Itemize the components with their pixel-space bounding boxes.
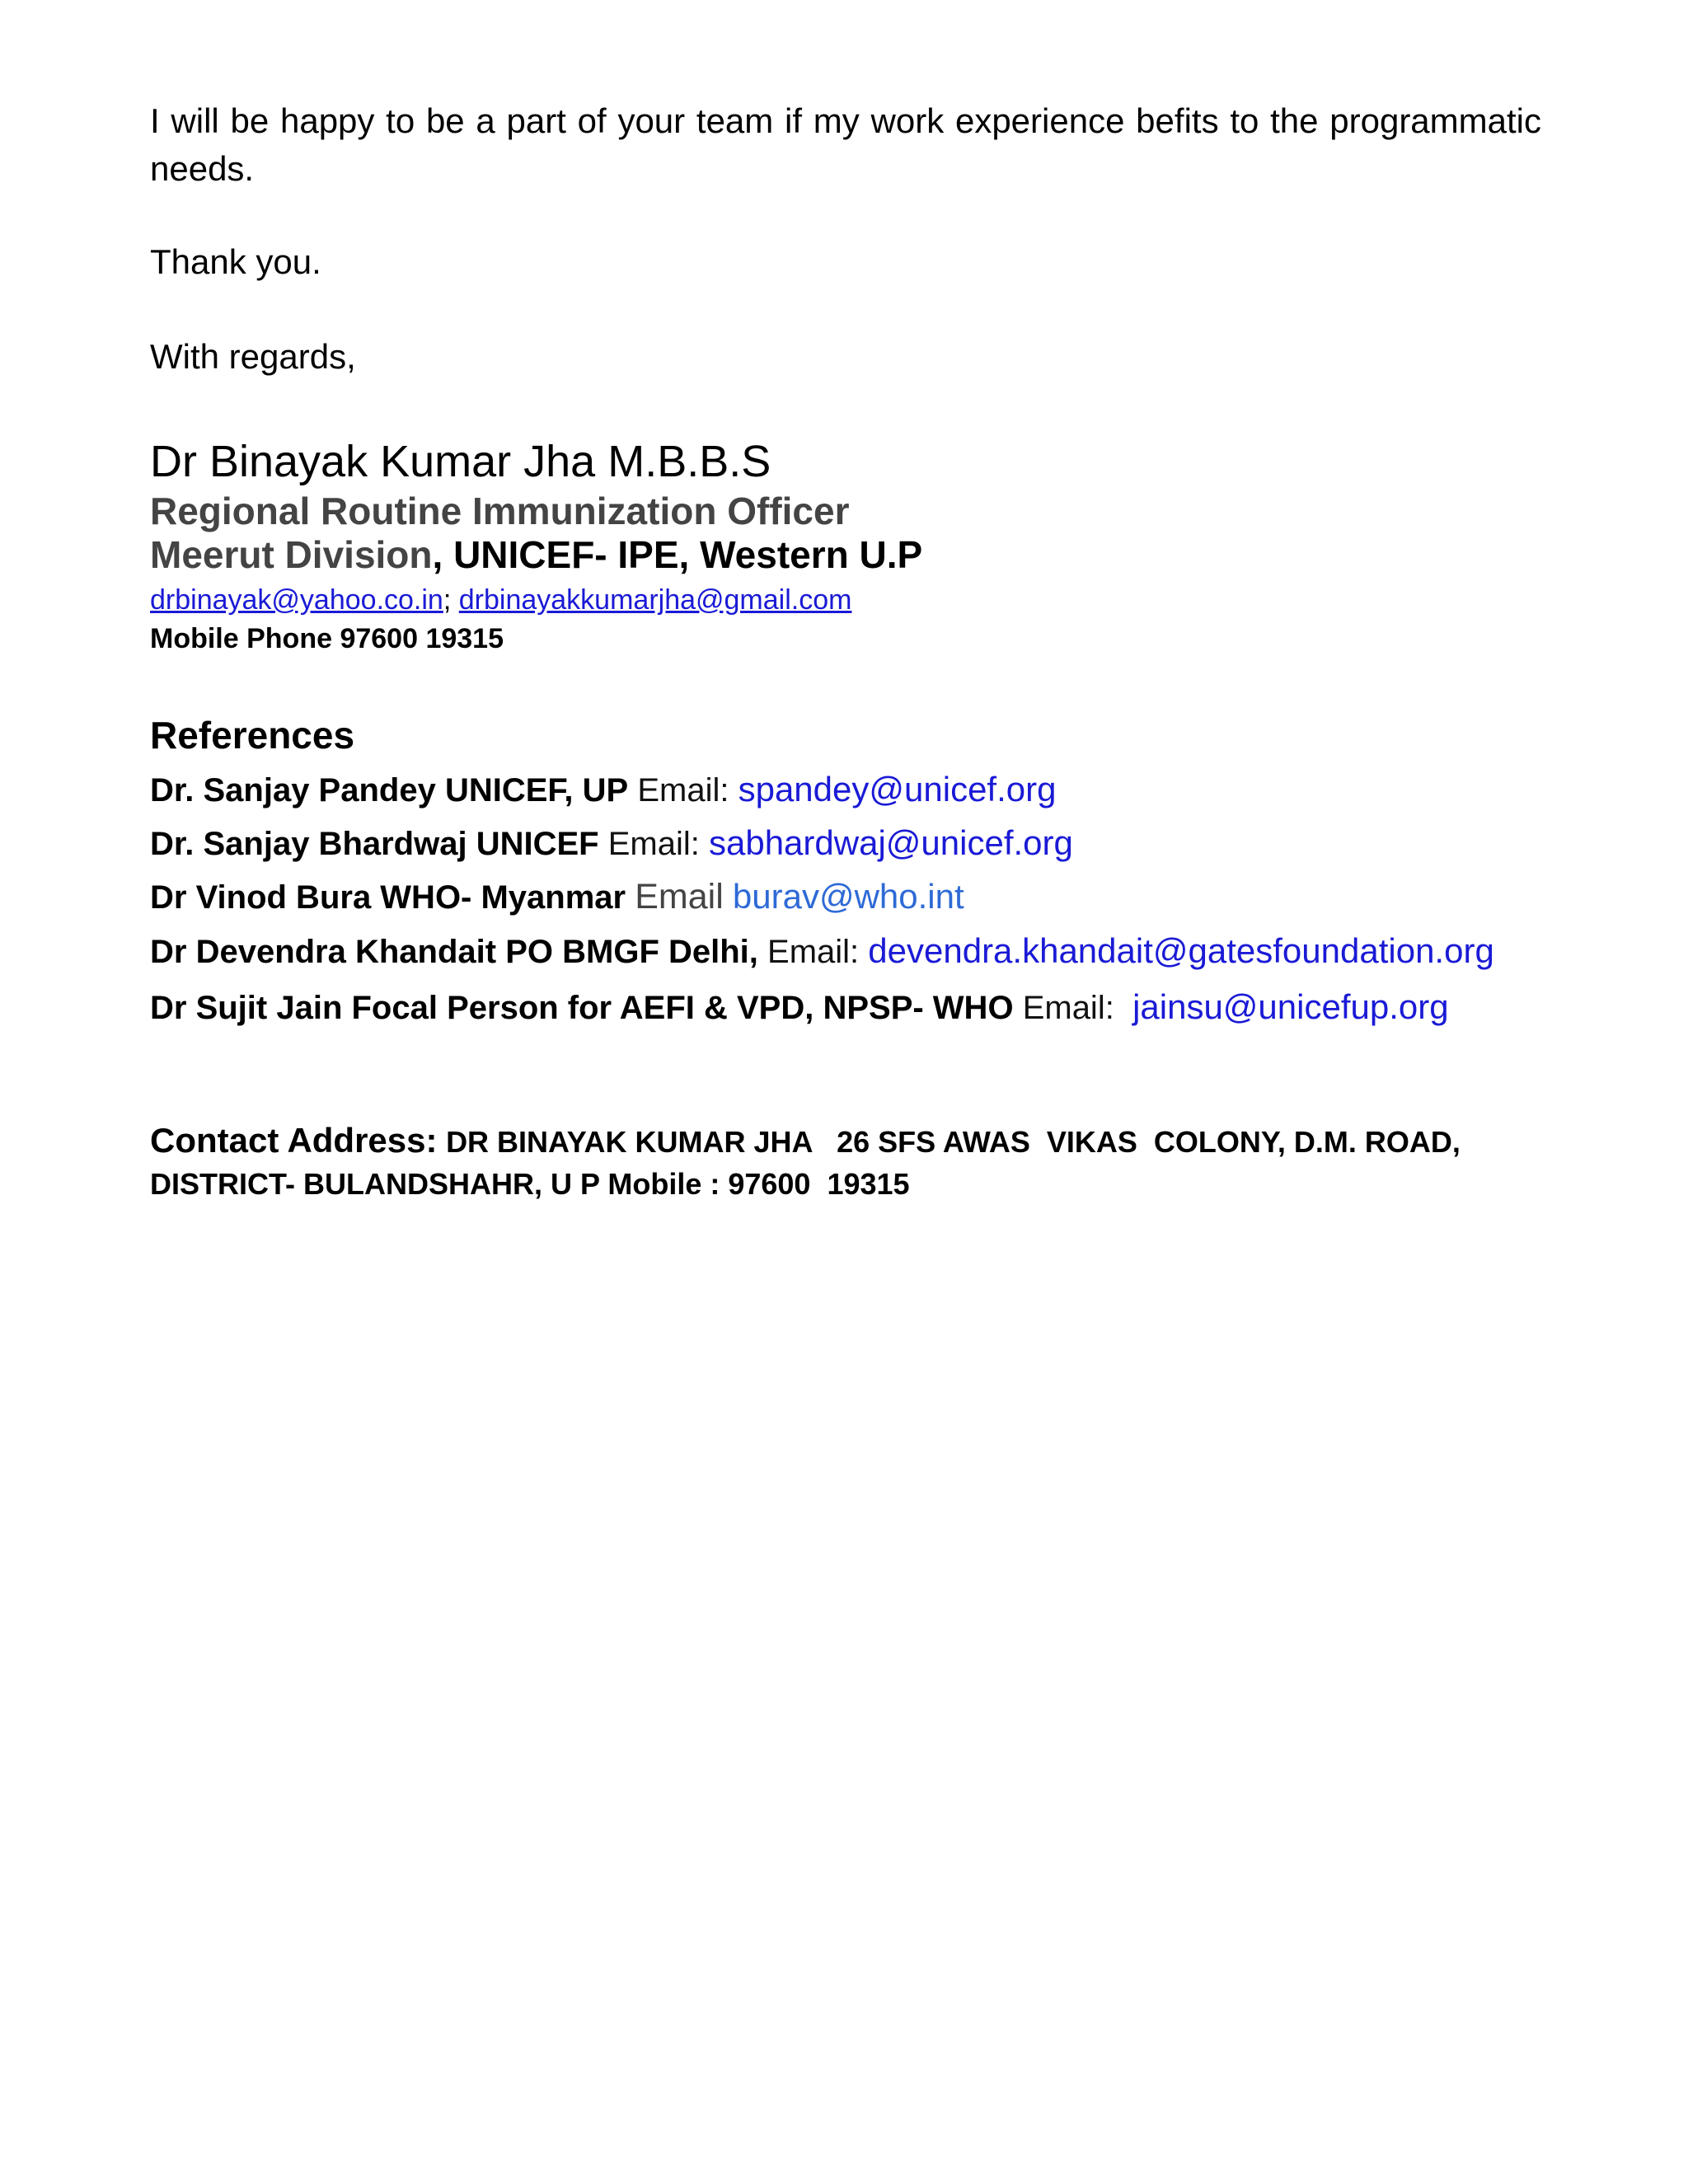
signature-emails: [150, 583, 851, 617]
signature-name: Dr Binayak Kumar Jha M.B.B.S: [150, 437, 771, 486]
reference-name: Dr Sujit Jain Focal Person for AEFI & VPD, NPSP- WHO: [150, 990, 1014, 1026]
signature-email-separator: ;: [443, 584, 452, 616]
reference-email-label: Email:: [637, 772, 729, 808]
closing-paragraph: I will be happy to be a part of your team if my work experience befits to the programmatic needs.: [150, 101, 1541, 188]
signature-division-line: [150, 532, 922, 577]
contact-address-value: DR BINAYAK KUMAR JHA 26 SFS AWAS VIKAS COLONY, D.M. ROAD,: [446, 1125, 1461, 1159]
reference-item: [150, 984, 1449, 1031]
signature-division-separator: ,: [432, 533, 454, 576]
reference-name: Dr. Sanjay Pandey UNICEF, UP: [150, 772, 629, 808]
signature-mobile: Mobile Phone 97600 19315: [150, 623, 504, 654]
reference-email[interactable]: sabhardwaj@unicef.org: [708, 823, 1073, 862]
thank-you-line: Thank you.: [150, 242, 321, 281]
reference-email-label: Email:: [1022, 990, 1114, 1026]
reference-item: [150, 928, 1494, 975]
references-heading: References: [150, 714, 355, 757]
signature-organization: UNICEF- IPE, Western U.P: [453, 533, 923, 576]
reference-email[interactable]: jainsu@unicefup.org: [1132, 987, 1449, 1026]
contact-address-line-2: DISTRICT- BULANDSHAHR, U P Mobile : 97600 19315: [150, 1167, 910, 1201]
reference-item: [150, 820, 1073, 867]
reference-name: Dr Vinod Bura WHO- Myanmar: [150, 879, 626, 916]
reference-email-label: Email: [635, 877, 724, 916]
reference-email-label: Email:: [767, 934, 860, 970]
reference-email[interactable]: spandey@unicef.org: [738, 770, 1057, 808]
signature-email-link-2[interactable]: drbinayakkumarjha@gmail.com: [458, 584, 852, 616]
contact-address-label: Contact Address:: [150, 1121, 438, 1160]
reference-name: Dr Devendra Khandait PO BMGF Delhi,: [150, 934, 758, 970]
contact-address-line-1: [150, 1119, 1461, 1164]
reference-item: [150, 766, 1056, 813]
reference-name: Dr. Sanjay Bhardwaj UNICEF: [150, 826, 599, 862]
regards-line: With regards,: [150, 337, 356, 376]
signature-title: Regional Routine Immunization Officer: [150, 490, 850, 532]
signature-division: Meerut Division: [150, 533, 433, 576]
reference-email[interactable]: devendra.khandait@gatesfoundation.org: [868, 931, 1494, 970]
reference-email-label: Email:: [607, 826, 700, 862]
reference-item: [150, 874, 964, 921]
reference-email[interactable]: burav@who.int: [732, 877, 964, 916]
signature-email-link-1[interactable]: drbinayak@yahoo.co.in: [150, 584, 443, 616]
